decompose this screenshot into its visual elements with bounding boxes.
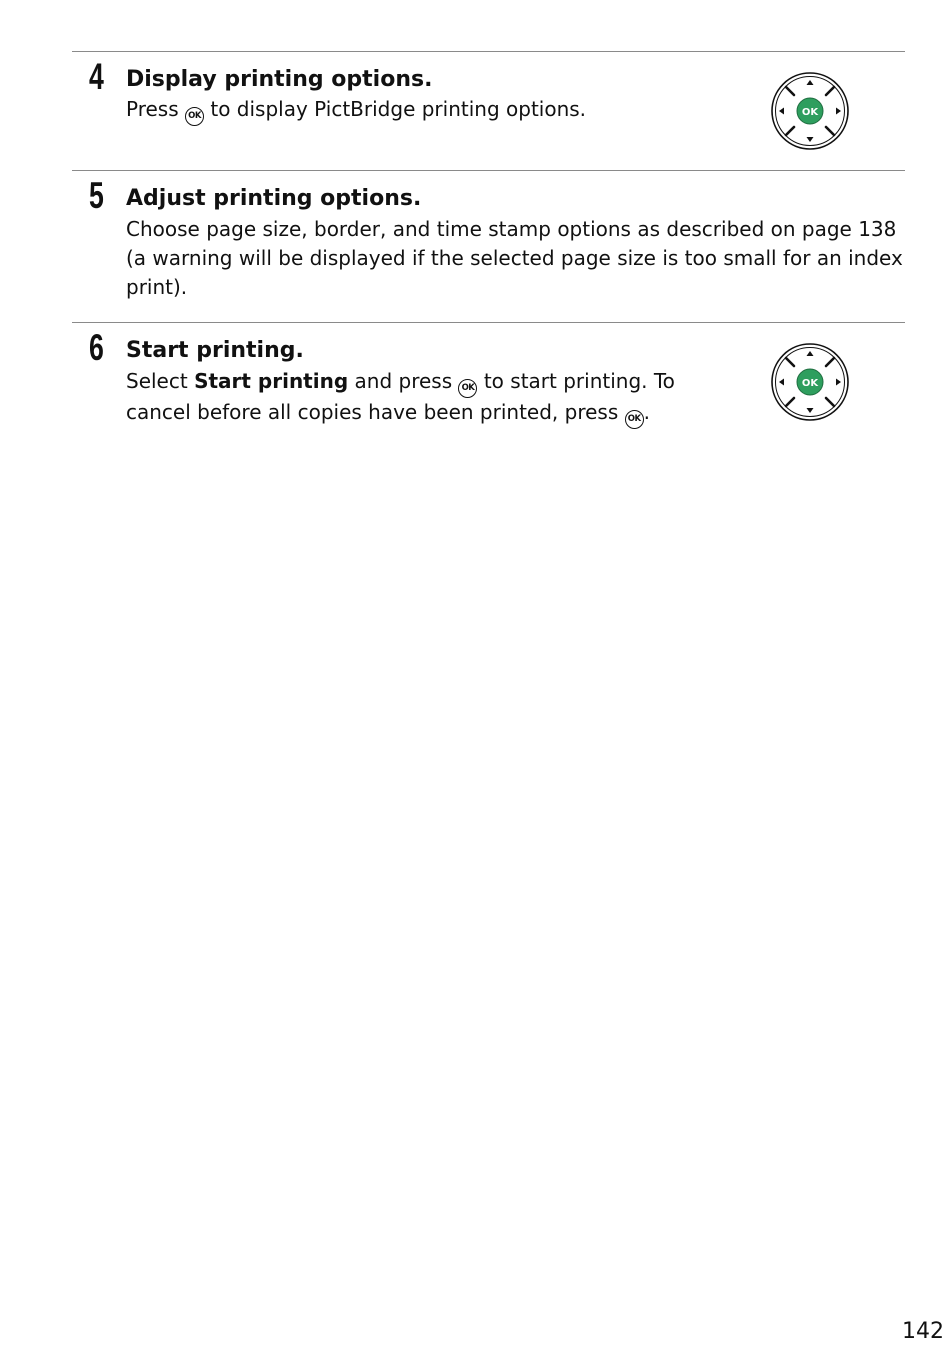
step-title: Adjust printing options.: [126, 186, 422, 211]
ok-button-icon: OK: [625, 410, 644, 429]
step-number: 6: [89, 327, 104, 368]
svg-text:OK: OK: [801, 378, 819, 389]
multi-selector-icon: [770, 71, 850, 151]
step-number: 5: [89, 175, 104, 216]
divider-top: [72, 51, 905, 52]
divider-step-5: [72, 170, 905, 171]
step-body: Press OK to display PictBridge printing options.: [126, 95, 726, 126]
multi-selector-icon: [770, 342, 850, 422]
step-title: Start printing.: [126, 338, 304, 363]
step-body: Select Start printing and press OK to start printing. To cancel before all copies have been printed, press OK .: [126, 367, 686, 429]
step-title: Display printing options.: [126, 67, 433, 92]
ok-button-icon: OK: [458, 379, 477, 398]
ok-button-icon: OK: [185, 107, 204, 126]
svg-text:OK: OK: [801, 107, 819, 118]
divider-step-6: [72, 322, 905, 323]
step-body: Choose page size, border, and time stamp options as described on page 138 (a warning will be displayed if the selected page size is too small for an index print).: [126, 217, 903, 299]
step-number: 4: [89, 56, 104, 97]
page-number: 142: [902, 1319, 944, 1344]
